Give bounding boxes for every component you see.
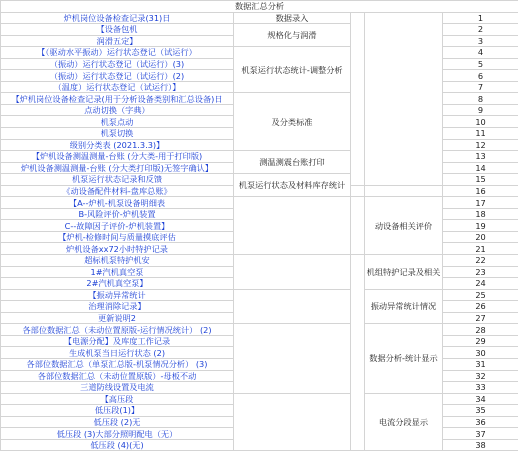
category-label: 机组特护记录及相关 (365, 255, 443, 290)
row-number: 8 (443, 93, 518, 105)
sheet-title: 数据汇总分析 (1, 1, 518, 13)
row-number: 35 (443, 405, 518, 417)
spacer-cell (234, 289, 351, 324)
link-item[interactable]: 各部位数据汇总（未动位置原版-运行情况统计） (2) (1, 324, 234, 336)
row-number: 34 (443, 393, 518, 405)
category-label: 电流分段显示 (365, 393, 443, 451)
table-row (1, 324, 518, 336)
row-number: 30 (443, 347, 518, 359)
table-row (1, 12, 518, 24)
row-number: 27 (443, 312, 518, 324)
link-item[interactable]: 2#汽机真空泵】 (1, 278, 234, 290)
link-item[interactable]: 更新说明2 (1, 312, 234, 324)
link-item[interactable]: 【炉机设备测温测量-台账 (分大类-用于打印版) (1, 151, 234, 163)
row-number: 2 (443, 24, 518, 36)
table-row (1, 255, 518, 267)
row-number: 36 (443, 416, 518, 428)
link-item[interactable]: 【炉机岗位设备检查记录(用于分析设备类别和汇总设备)日 (1, 93, 234, 105)
row-number: 14 (443, 162, 518, 174)
link-item[interactable]: 各部位数据汇总（单泵汇总版-机泵情况分析） (3) (1, 358, 234, 370)
row-number: 23 (443, 266, 518, 278)
row-number: 9 (443, 104, 518, 116)
row-number: 12 (443, 139, 518, 151)
row-number: 32 (443, 370, 518, 382)
category-label: 测温测震台账打印 (234, 151, 351, 174)
table-row (1, 393, 518, 405)
row-number: 11 (443, 128, 518, 140)
header-row (1, 1, 518, 13)
category-label: 规格化与润滑 (234, 24, 351, 47)
link-item[interactable]: （振动）运行状态登记（试运行）(2) (1, 70, 234, 82)
row-number: 26 (443, 301, 518, 313)
link-item[interactable]: 炉机设备测温测量-台账 (分大类打印版)无签字确认】 (1, 162, 234, 174)
link-item[interactable]: 机泵运行状态记录和反馈 (1, 174, 234, 186)
link-item[interactable]: 【炉机-检修时间与质量摸底评估 (1, 231, 234, 243)
row-number: 5 (443, 58, 518, 70)
row-number: 4 (443, 47, 518, 59)
category-label: 机泵运行状态及材料库存统计 (234, 174, 351, 197)
category-label: 数据录入 (234, 12, 351, 24)
row-number: 38 (443, 439, 518, 451)
spacer-cell (234, 324, 351, 393)
link-item[interactable]: 机泵切换 (1, 128, 234, 140)
category-label: 及分类标准 (234, 93, 351, 151)
link-item[interactable]: 三道防线设置及电流 (1, 382, 234, 394)
spacer-cell (234, 255, 351, 290)
row-number: 29 (443, 335, 518, 347)
link-item[interactable]: 机泵点动 (1, 116, 234, 128)
link-item[interactable]: 低压段 (2)无 (1, 416, 234, 428)
category-label: 数据分析-统计显示 (365, 324, 443, 393)
link-item[interactable]: B-风险评价-炉机装置 (1, 208, 234, 220)
link-item[interactable]: 【（驱动水平振动）运行状态登记（试运行） (1, 47, 234, 59)
table-row (1, 289, 518, 301)
spacer-cell (351, 12, 365, 185)
link-item[interactable]: 低压段(1)】 (1, 405, 234, 417)
row-number: 17 (443, 197, 518, 209)
spacer-cell (351, 197, 365, 255)
link-item[interactable]: 炉机岗位设备检查记录(31)日 (1, 12, 234, 24)
row-number: 22 (443, 255, 518, 267)
link-item[interactable]: 【电源分配】及库度工作记录 (1, 335, 234, 347)
row-number: 25 (443, 289, 518, 301)
link-item[interactable]: 级别分类表 (2021.3.3)】 (1, 139, 234, 151)
row-number: 21 (443, 243, 518, 255)
row-number: 20 (443, 231, 518, 243)
spacer-cell (351, 255, 365, 451)
link-item[interactable]: 【设备包机 (1, 24, 234, 36)
link-item[interactable]: 炉机设备xx72小时特护记录 (1, 243, 234, 255)
link-item[interactable]: 超标机泵特护机安 (1, 255, 234, 267)
link-item[interactable]: 治理消除记录】 (1, 301, 234, 313)
row-number: 18 (443, 208, 518, 220)
row-number: 31 (443, 358, 518, 370)
link-item[interactable]: 点动切换（字典） (1, 104, 234, 116)
row-number: 16 (443, 185, 518, 197)
link-item[interactable]: 《动设备配件材料-盘库总账》 (1, 185, 234, 197)
row-number: 6 (443, 70, 518, 82)
row-number: 10 (443, 116, 518, 128)
row-number: 33 (443, 382, 518, 394)
category-label: 机泵运行状态统计-调整分析 (234, 47, 351, 93)
link-item[interactable]: （振动）运行状态登记（试运行）(3) (1, 58, 234, 70)
row-number: 7 (443, 81, 518, 93)
row-number: 13 (443, 151, 518, 163)
spacer-cell (351, 185, 365, 197)
subcategory-label: 动设备相关评价 (365, 197, 443, 255)
table-row (1, 197, 518, 209)
spacer-cell (234, 197, 351, 255)
row-number: 24 (443, 278, 518, 290)
link-item[interactable]: 润滑五定】 (1, 35, 234, 47)
link-item[interactable]: 【高压段 (1, 393, 234, 405)
link-item[interactable]: 1#汽机真空泵 (1, 266, 234, 278)
row-number: 3 (443, 35, 518, 47)
row-number: 15 (443, 174, 518, 186)
row-number: 37 (443, 428, 518, 440)
link-item[interactable]: （温度）运行状态登记（试运行）】 (1, 81, 234, 93)
spacer-cell (365, 185, 443, 197)
link-item[interactable]: 生成机泵当日运行状态 (2) (1, 347, 234, 359)
row-number: 19 (443, 220, 518, 232)
link-item[interactable]: 【A--炉机-机泵设备明细表 (1, 197, 234, 209)
link-item[interactable]: C--故障因子评价-炉机装置】 (1, 220, 234, 232)
link-item[interactable]: 低压段 (4)(无) (1, 439, 234, 451)
spacer-cell (365, 12, 443, 185)
spacer-cell (234, 393, 351, 451)
link-item[interactable]: 各部位数据汇总（未动位置原版）-母板不动 (1, 370, 234, 382)
category-label: 振动异常统计情况 (365, 289, 443, 324)
row-number: 28 (443, 324, 518, 336)
link-item[interactable]: 【振动异常统计 (1, 289, 234, 301)
link-item[interactable]: 低压段 (3)大部分照明配电（无） (1, 428, 234, 440)
row-number: 1 (443, 12, 518, 24)
